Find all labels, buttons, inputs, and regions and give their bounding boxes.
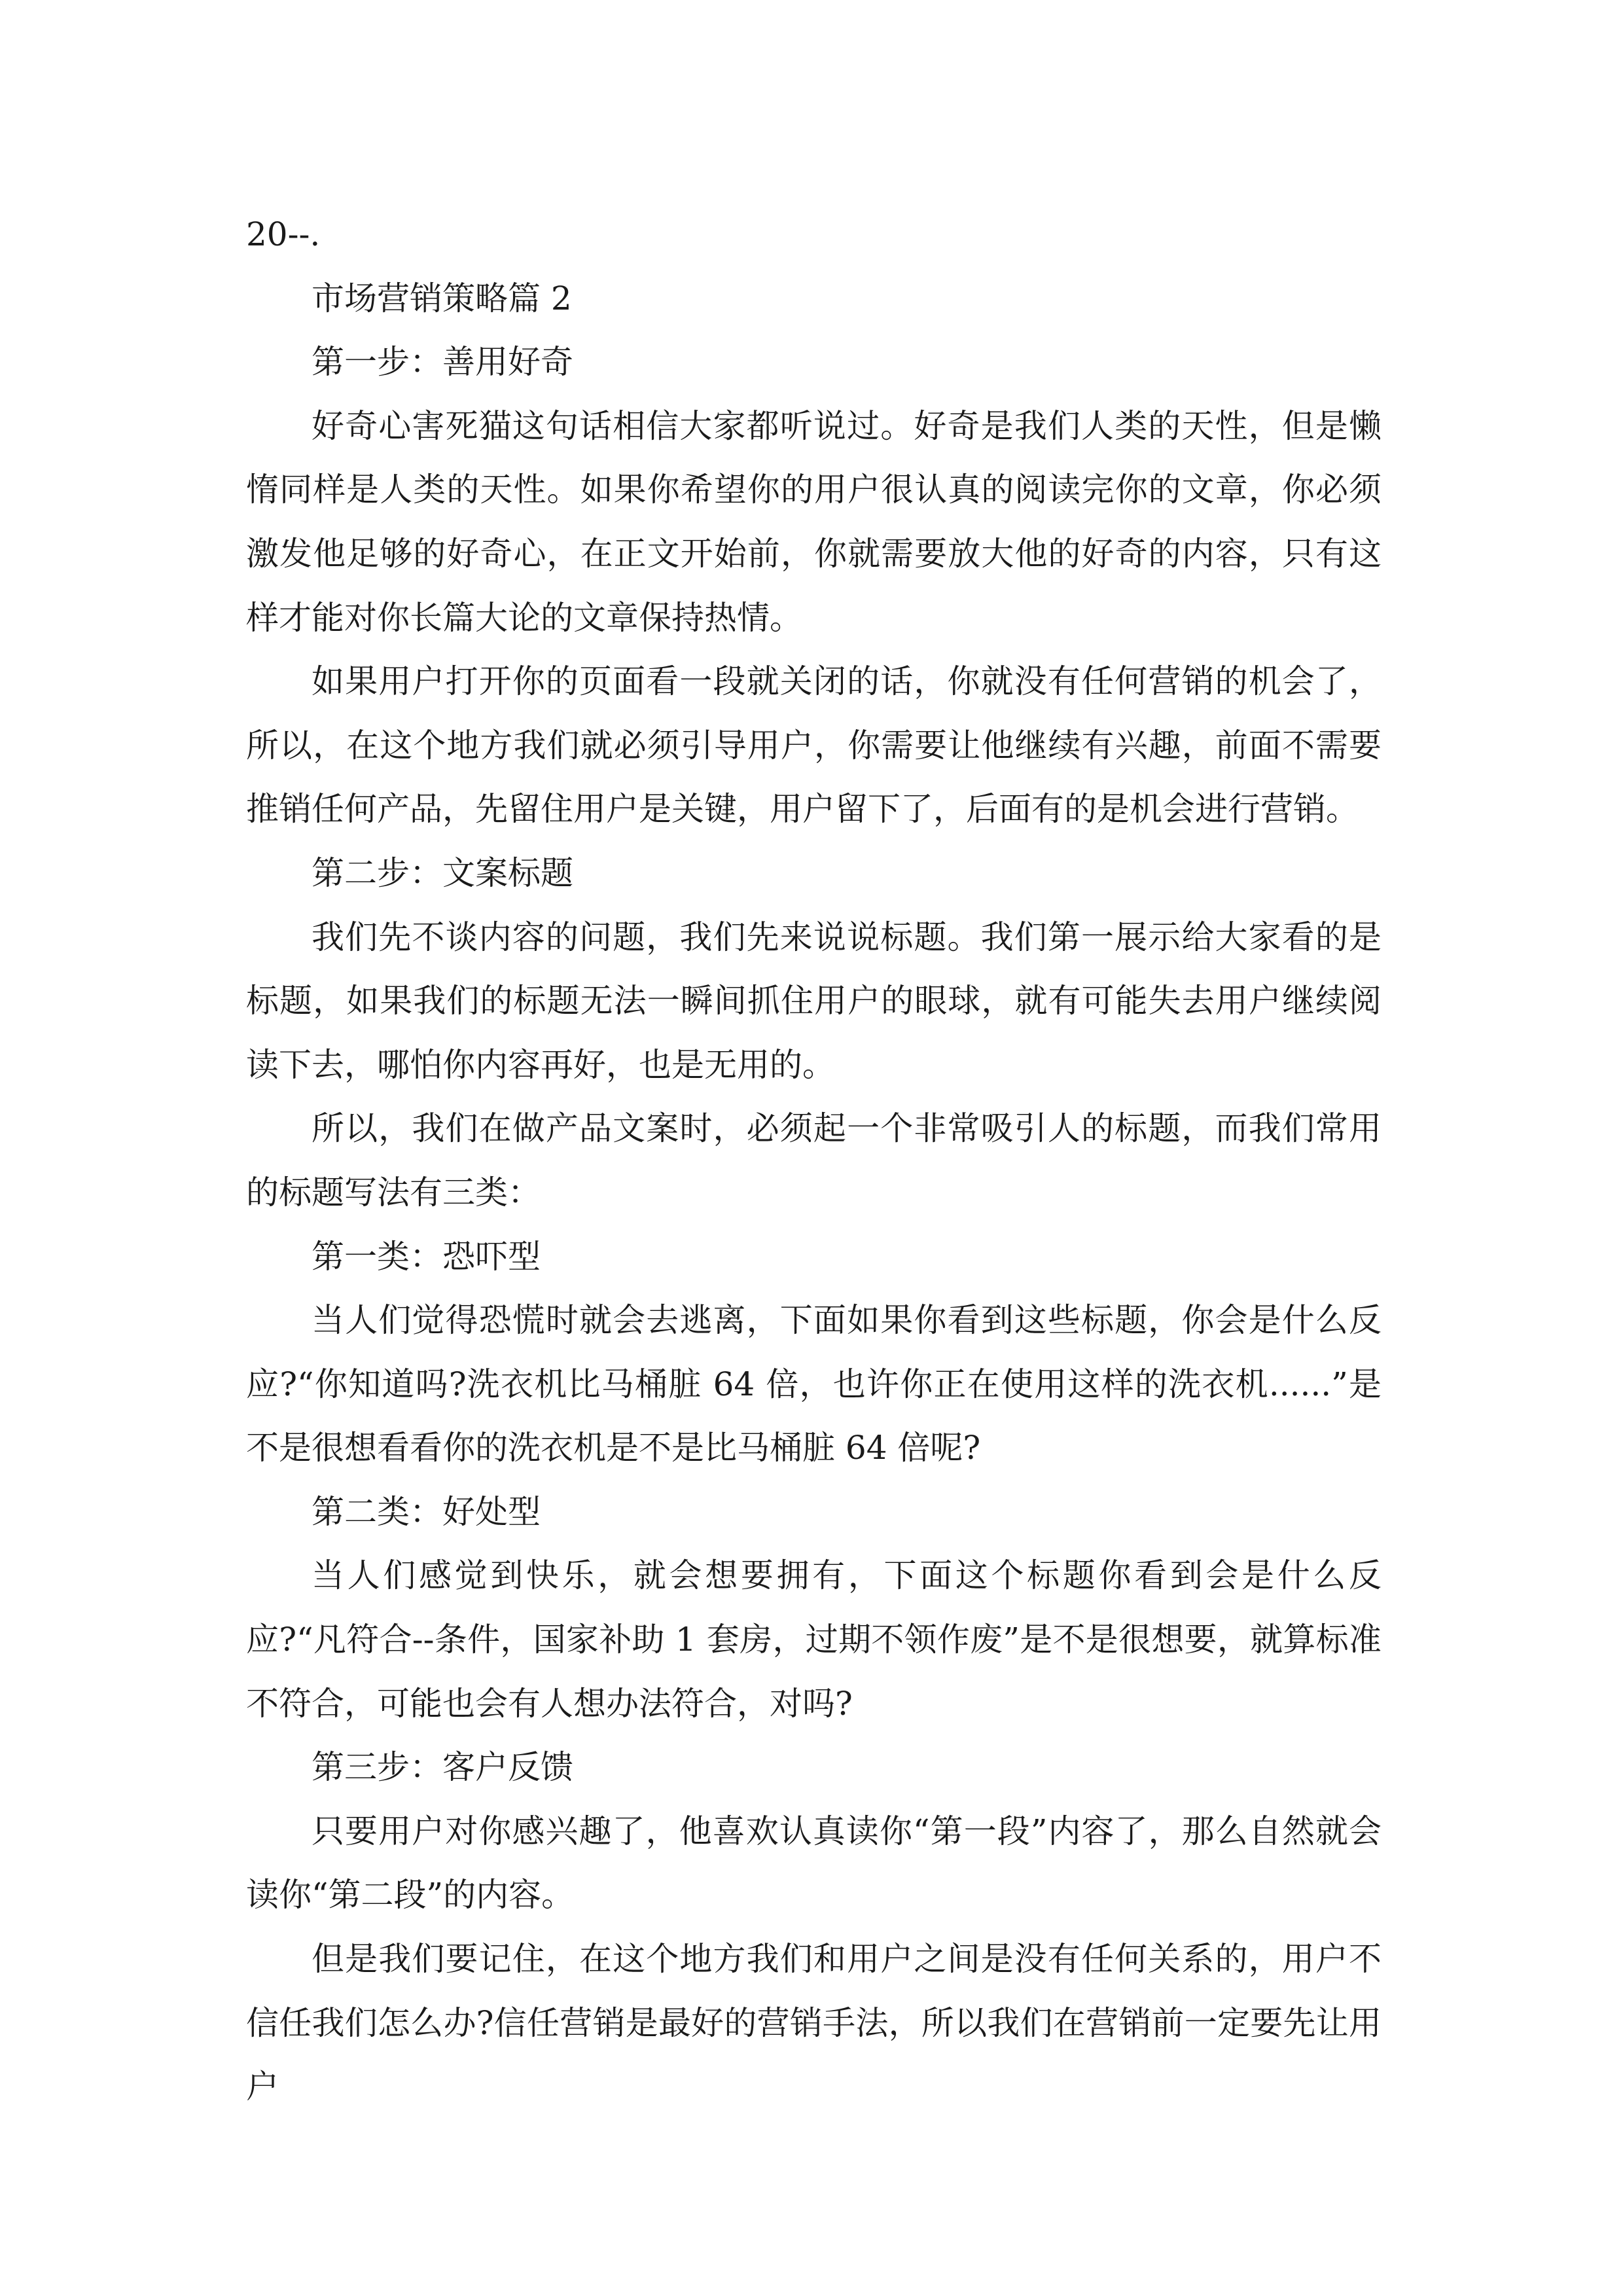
paragraph: 当人们感觉到快乐，就会想要拥有，下面这个标题你看到会是什么反应?“凡符合--条件，国家补助 1 套房，过期不领作废”是不是很想要，就算标准不符合，可能也会有人想办法符合，对吗? bbox=[246, 1556, 1382, 1723]
paragraph: 但是我们要记住，在这个地方我们和用户之间是没有任何关系的，用户不信任我们怎么办?信任营销是最好的营销手法，所以我们在营销前一定要先让用户 bbox=[246, 1940, 1382, 2106]
step-heading-2: 第二步：文案标题 bbox=[312, 853, 573, 892]
paragraph-continuation: 20--. bbox=[246, 215, 321, 253]
step-heading-3: 第三步：客户反馈 bbox=[312, 1748, 573, 1787]
document-body bbox=[246, 203, 1382, 2119]
section-title: 市场营销策略篇 2 bbox=[312, 279, 572, 317]
paragraph: 我们先不谈内容的问题，我们先来说说标题。我们第一展示给大家看的是标题，如果我们的标题无法一瞬间抓住用户的眼球，就有可能失去用户继续阅读下去，哪怕你内容再好，也是无用的。 bbox=[246, 918, 1382, 1084]
step-heading-1: 第一步：善用好奇 bbox=[312, 343, 573, 382]
paragraph: 当人们觉得恐慌时就会去逃离，下面如果你看到这些标题，你会是什么反应?“你知道吗?洗衣机比马桶脏 64 倍，也许你正在使用这样的洗衣机......”是不是很想看看你的洗衣机是不是比马桶脏 64 倍呢? bbox=[246, 1301, 1382, 1467]
paragraph: 只要用户对你感兴趣了，他喜欢认真读你“第一段”内容了，那么自然就会读你“第二段”的内容。 bbox=[246, 1812, 1382, 1914]
category-heading-1: 第一类：恐吓型 bbox=[312, 1237, 541, 1276]
paragraph: 所以，我们在做产品文案时，必须起一个非常吸引人的标题，而我们常用的标题写法有三类： bbox=[246, 1109, 1382, 1211]
category-heading-2: 第二类：好处型 bbox=[312, 1492, 541, 1531]
paragraph: 好奇心害死猫这句话相信大家都听说过。好奇是我们人类的天性，但是懒惰同样是人类的天性。如果你希望你的用户很认真的阅读完你的文章，你必须激发他足够的好奇心，在正文开始前，你就需要放大他的好奇的内容，只有这样才能对你长篇大论的文章保持热情。 bbox=[246, 406, 1382, 637]
paragraph: 如果用户打开你的页面看一段就关闭的话，你就没有任何营销的机会了，所以，在这个地方我们就必须引导用户，你需要让他继续有兴趣，前面不需要推销任何产品，先留住用户是关键，用户留下了，后面有的是机会进行营销。 bbox=[246, 662, 1382, 829]
